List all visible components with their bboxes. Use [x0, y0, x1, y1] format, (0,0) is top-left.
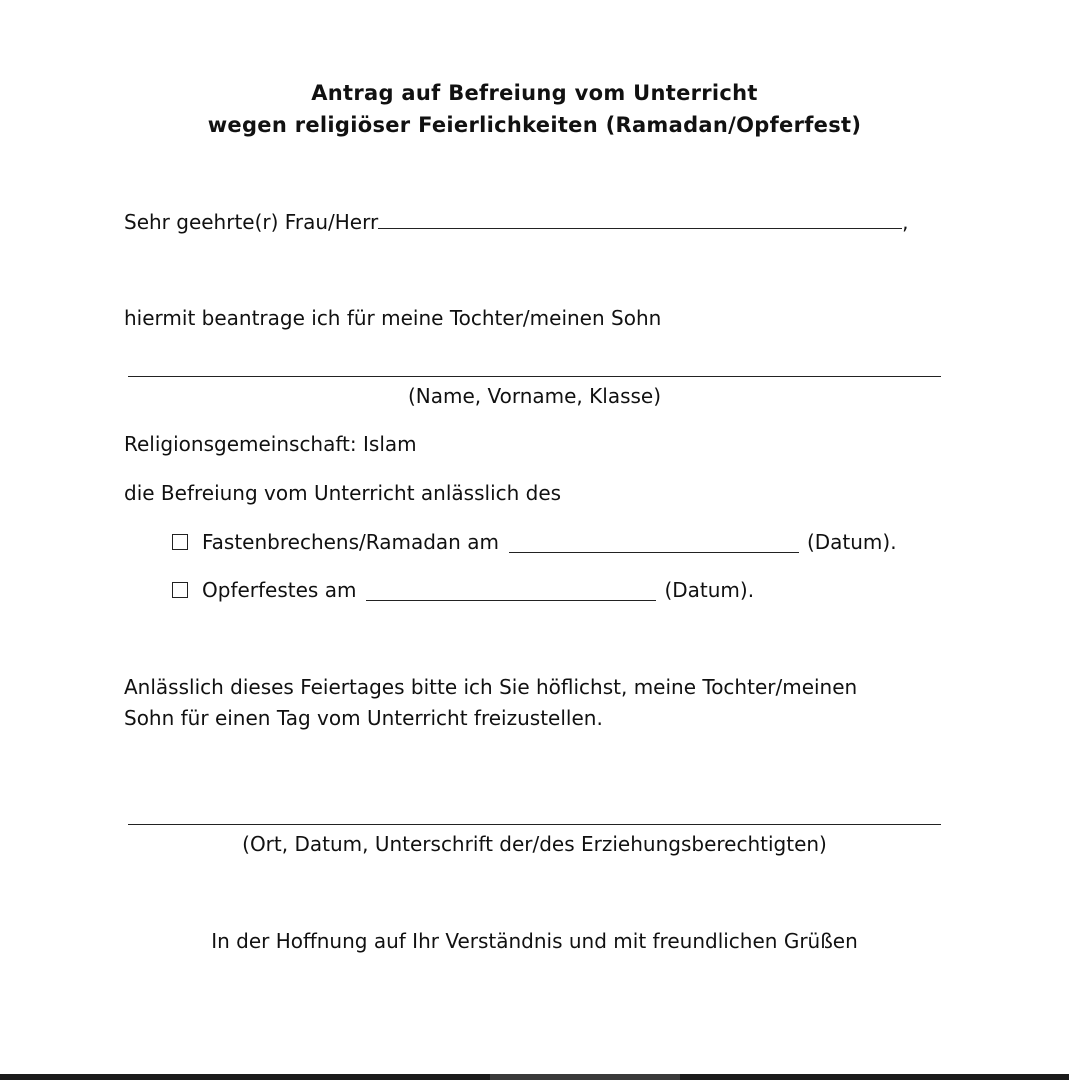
ramadan-date-field[interactable]: [509, 532, 799, 553]
opferfest-checkbox[interactable]: [172, 582, 188, 598]
salutation-text: Sehr geehrte(r) Frau/Herr: [124, 210, 379, 234]
recipient-name-field[interactable]: [378, 208, 902, 229]
student-name-field[interactable]: [128, 376, 941, 377]
option-ramadan: [172, 529, 897, 555]
opferfest-label: Opferfestes am: [202, 578, 357, 602]
salutation-comma: ,: [902, 210, 909, 234]
request-intro: hiermit beantrage ich für meine Tochter/meinen Sohn: [124, 306, 662, 330]
ramadan-date-suffix: (Datum).: [806, 530, 897, 554]
bottom-edge-bar: [0, 1074, 1069, 1080]
bottom-bar-segment: [490, 1074, 680, 1080]
option-opferfest: [172, 577, 754, 603]
document-title-line1: Antrag auf Befreiung vom Unterricht: [311, 81, 758, 105]
signature-caption: (Ort, Datum, Unterschrift der/des Erziehungsberechtigten): [242, 832, 827, 856]
exemption-intro: die Befreiung vom Unterricht anlässlich des: [124, 481, 562, 505]
ramadan-label: Fastenbrechens/Ramadan am: [202, 530, 499, 554]
ramadan-checkbox[interactable]: [172, 534, 188, 550]
religion-text: Religionsgemeinschaft: Islam: [124, 432, 417, 456]
name-caption: (Name, Vorname, Klasse): [407, 384, 662, 408]
salutation-row: [124, 208, 909, 235]
document-title-line2: wegen religiöser Feierlichkeiten (Ramadan/Opferfest): [207, 113, 862, 137]
body-line1: Anlässlich dieses Feiertages bitte ich Sie höflichst, meine Tochter/meinen: [124, 675, 858, 699]
opferfest-date-suffix: (Datum).: [664, 578, 755, 602]
body-line2: Sohn für einen Tag vom Unterricht freizustellen.: [124, 706, 603, 730]
opferfest-date-field[interactable]: [366, 580, 656, 601]
signature-field[interactable]: [128, 824, 941, 825]
closing-text: In der Hoffnung auf Ihr Verständnis und mit freundlichen Grüßen: [211, 929, 858, 953]
